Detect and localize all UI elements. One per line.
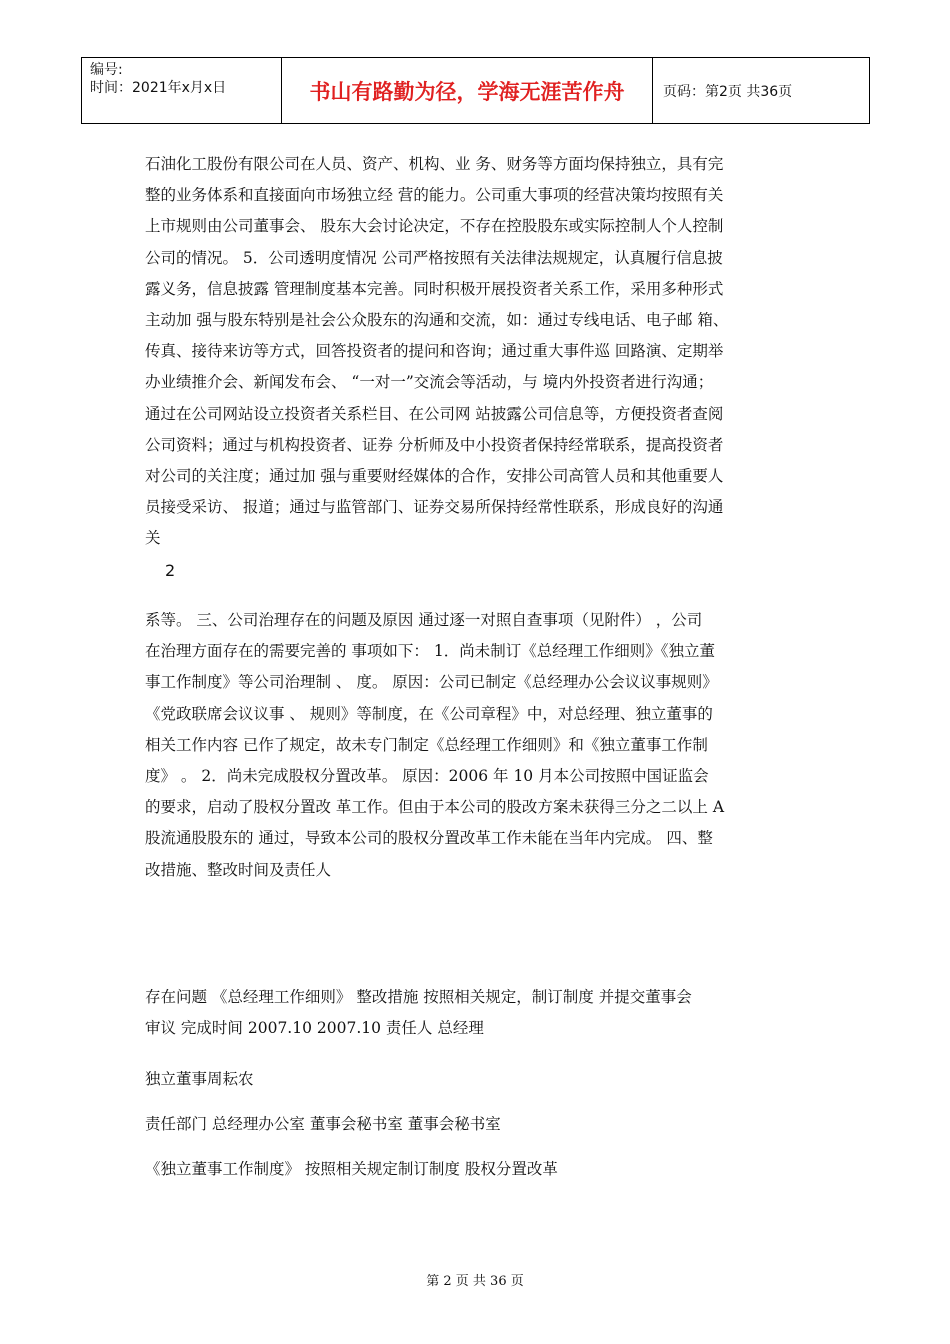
text-line: 改措施、整改时间及责任人 (145, 860, 332, 879)
text-line: 《党政联席会议议事 、 规则》等制度，在《公司章程》中，对总经理、独立董事的 (145, 704, 713, 723)
document-header (81, 57, 870, 124)
text-line: 办业绩推介会、新闻发布会、 “一对一”交流会等活动，与 境内外投资者进行沟通； (145, 373, 714, 392)
text-line: 股流通股股东的 通过，导致本公司的股权分置改革工作未能在当年内完成。 四、整 (145, 829, 713, 848)
text-line: 审议 完成时间 2007.10 2007.10 责任人 总经理 (145, 1019, 484, 1038)
text-line: 关 (145, 529, 161, 548)
text-line: 的要求，启动了股权分置改 革工作。但由于本公司的股改方案未获得三分之二以上 A (145, 798, 725, 817)
text-line: 传真、接待来访等方式，回答投资者的提问和咨询；通过重大事件巡 回路演、定期举 (145, 342, 724, 361)
document-number-label: 编号: (90, 62, 123, 78)
page-footer: 第 2 页 共 36 页 (426, 1274, 524, 1289)
line-responsible-department: 责任部门 总经理办公室 董事会秘书室 董事会秘书室 (145, 1115, 501, 1133)
text-line: 整的业务体系和直接面向市场独立经 营的能力。公司重大事项的经营决策均按照有关 (145, 186, 724, 205)
text-line: 上市规则由公司董事会、 股东大会讨论决定，不存在控股股东或实际控制人个人控制 (145, 217, 724, 236)
text-line: 主动加 强与股东特别是社会公众股东的沟通和交流，如：通过专线电话、电子邮 箱、 (145, 311, 729, 330)
text-line: 露义务，信息披露 管理制度基本完善。同时积极开展投资者关系工作，采用多种形式 (145, 279, 724, 298)
text-line: 公司的情况。 5．公司透明度情况 公司严格按照有关法律法规规定，认真履行信息披 (145, 248, 723, 267)
text-line: 度》 。 2．尚未完成股权分置改革。 原因：2006 年 10 月本公司按照中国证监会 (145, 767, 709, 786)
paragraph-rectification-table (145, 982, 810, 1044)
text-line: 系等。 三、公司治理存在的问题及原因 通过逐一对照自查事项（见附件） ，公司 (145, 611, 703, 629)
inline-page-marker: 2 (165, 561, 176, 580)
text-line: 事工作制度》等公司治理制 、 度。 原因：公司已制定《总经理办公会议议事规则》 (145, 673, 718, 692)
text-line: 相关工作内容 已作了规定，故未专门制定《总经理工作细则》和《独立董事工作制 (145, 735, 708, 754)
paragraph-governance-issues (145, 605, 810, 886)
text-line: 公司资料；通过与机构投资者、证券 分析师及中小投资者保持经常联系，提高投资者 (145, 435, 724, 454)
header-motto: 书山有路勤为径，学海无涯苦作舟 (282, 58, 653, 123)
paragraph-company-independence (145, 149, 810, 555)
text-line: 通过在公司网站设立投资者关系栏目、在公司网 站披露公司信息等，方便投资者查阅 (145, 404, 724, 423)
text-line: 对公司的关注度；通过加 强与重要财经媒体的合作，安排公司高管人员和其他重要人 (145, 467, 724, 486)
text-line: 在治理方面存在的需要完善的 事项如下： 1．尚未制订《总经理工作细则》《独立董 (145, 642, 715, 661)
header-page-label: 页码：第2页 共36页 (663, 83, 793, 100)
header-meta (82, 58, 282, 123)
text-line: 员接受采访、 报道；通过与监管部门、证券交易所保持经常性联系，形成良好的沟通 (145, 498, 724, 517)
text-line: 存在问题 《总经理工作细则》 整改措施 按照相关规定，制订制度 并提交董事会 (145, 988, 692, 1006)
text-line: 石油化工股份有限公司在人员、资产、机构、业 务、财务等方面均保持独立，具有完 (145, 155, 724, 173)
line-independent-director: 独立董事周耘农 (145, 1070, 254, 1088)
line-independent-director-rules: 《独立董事工作制度》 按照相关规定制订制度 股权分置改革 (145, 1160, 558, 1178)
document-time-label: 时间：2021年x月x日 (90, 80, 227, 96)
